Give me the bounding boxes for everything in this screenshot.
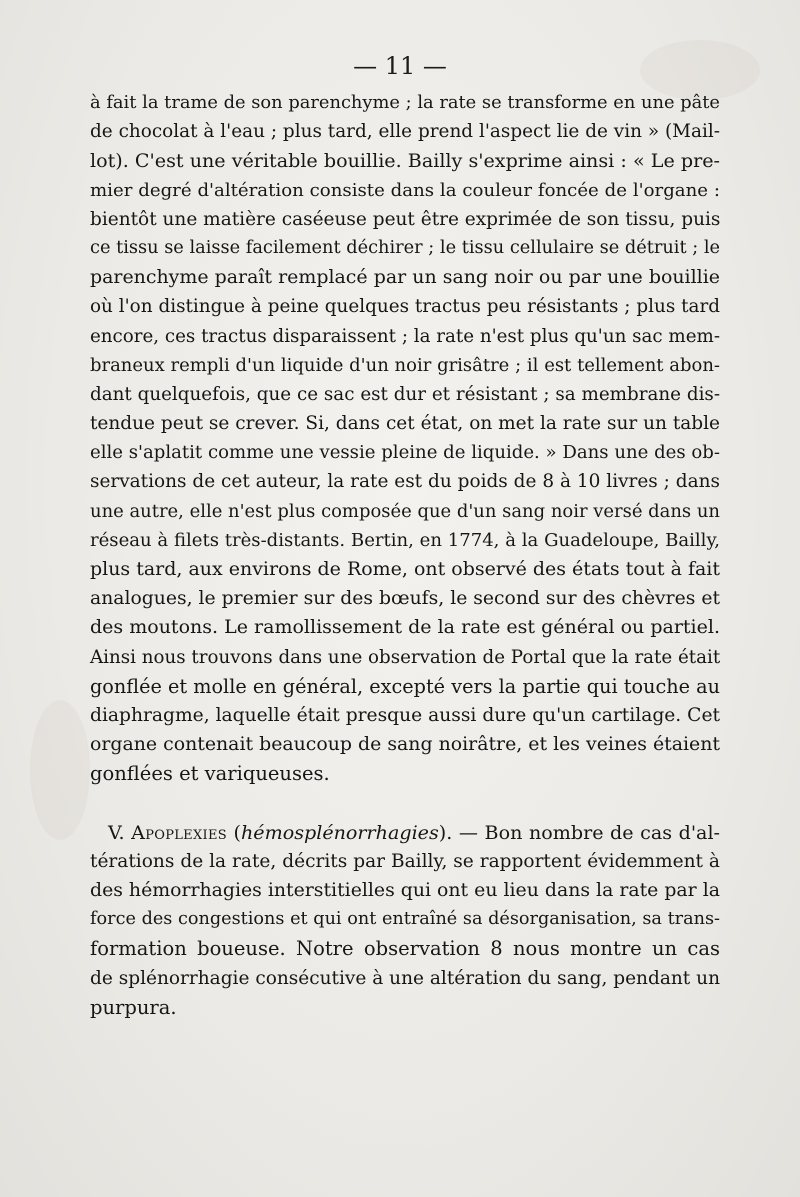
paren-close: ). bbox=[438, 820, 453, 844]
text-line: plus tard, aux environs de Rome, ont observé des états tout à fait bbox=[90, 558, 720, 580]
text-line: où l'on distingue à peine quelques tractus peu résistants ; plus tard bbox=[90, 296, 720, 318]
text-line: à fait la trame de son parenchyme ; la rate se transforme en une pâte bbox=[90, 92, 720, 113]
text-line: une autre, elle n'est plus composée que d'un sang noir versé dans un bbox=[90, 500, 720, 522]
text-line: ce tissu se laisse facilement déchirer ; le tissu cellulaire se détruit ; le bbox=[90, 237, 721, 258]
paragraph-2 bbox=[90, 818, 720, 1022]
text-line: bientôt une matière caséeuse peut être exprimée de son tissu, puis bbox=[90, 208, 721, 230]
paragraph-gap bbox=[90, 789, 720, 818]
text-line: dant quelquefois, que ce sac est dur et résistant ; sa membrane dis- bbox=[90, 383, 720, 405]
text-line: réseau à filets très-distants. Bertin, en 1774, à la Guadeloupe, Bailly, bbox=[90, 529, 720, 551]
section-number: V. bbox=[108, 820, 125, 844]
section-heading-line bbox=[90, 818, 720, 847]
text-line: des moutons. Le ramollissement de la rate est général ou partiel. bbox=[90, 616, 720, 639]
body-text bbox=[90, 88, 720, 1022]
text-line: elle s'aplatit comme une vessie pleine de liquide. » Dans une des ob- bbox=[90, 442, 720, 464]
text-line: parenchyme paraît remplacé par un sang noir ou par une bouillie bbox=[90, 266, 720, 289]
text-line: servations de cet auteur, la rate est du poids de 8 à 10 livres ; dans bbox=[90, 471, 720, 493]
text-line: purpura. bbox=[90, 995, 177, 1019]
text-line: lot). C'est une véritable bouillie. Bailly s'exprime ainsi : « Le pre- bbox=[90, 149, 720, 173]
text-line: des hémorrhagies interstitielles qui ont eu lieu dans la rate par la bbox=[90, 879, 720, 902]
text-line: formation boueuse. Notre observation 8 nous montre un cas bbox=[90, 937, 720, 961]
text-line: tendue peut se crever. Si, dans cet état, on met la rate sur un table bbox=[90, 413, 720, 435]
text-line: de chocolat à l'eau ; plus tard, elle prend l'aspect lie de vin » (Mail- bbox=[90, 121, 720, 143]
text-line: encore, ces tractus disparaissent ; la rate n'est plus qu'un sac mem- bbox=[90, 325, 720, 347]
text-line: térations de la rate, décrits par Bailly, se rapportent évidemment à bbox=[90, 850, 720, 872]
paren-open: ( bbox=[233, 820, 241, 844]
text-line: analogues, le premier sur des bœufs, le second sur des chèvres et bbox=[90, 588, 720, 610]
paper-stain bbox=[30, 700, 90, 840]
text-line: organe contenait beaucoup de sang noirâtre, et les veines étaient bbox=[90, 733, 720, 756]
heading-line-rest: — Bon nombre de cas d'al- bbox=[458, 820, 721, 844]
text-line: braneux rempli d'un liquide d'un noir grisâtre ; il est tellement abon- bbox=[90, 354, 720, 376]
section-term: hémosplénorrhagies bbox=[241, 820, 439, 844]
text-line: diaphragme, laquelle était presque aussi dure qu'un cartilage. Cet bbox=[90, 704, 720, 726]
text-line: mier degré d'altération consiste dans la couleur foncée de l'organe : bbox=[90, 179, 720, 201]
text-line: force des congestions et qui ont entraîné sa désorganisation, sa trans- bbox=[90, 909, 720, 930]
text-line: de splénorrhagie consécutive à une altération du sang, pendant un bbox=[90, 967, 720, 989]
page-number: — 11 — bbox=[353, 52, 447, 80]
text-line: gonflée et molle en général, excepté vers la partie qui touche au bbox=[90, 674, 720, 698]
text-line: Ainsi nous trouvons dans une observation de Portal que la rate était bbox=[90, 646, 721, 668]
paragraph-1 bbox=[90, 88, 720, 789]
text-line: gonflées et variqueuses. bbox=[90, 762, 330, 786]
section-title: Apoplexies bbox=[131, 820, 227, 844]
